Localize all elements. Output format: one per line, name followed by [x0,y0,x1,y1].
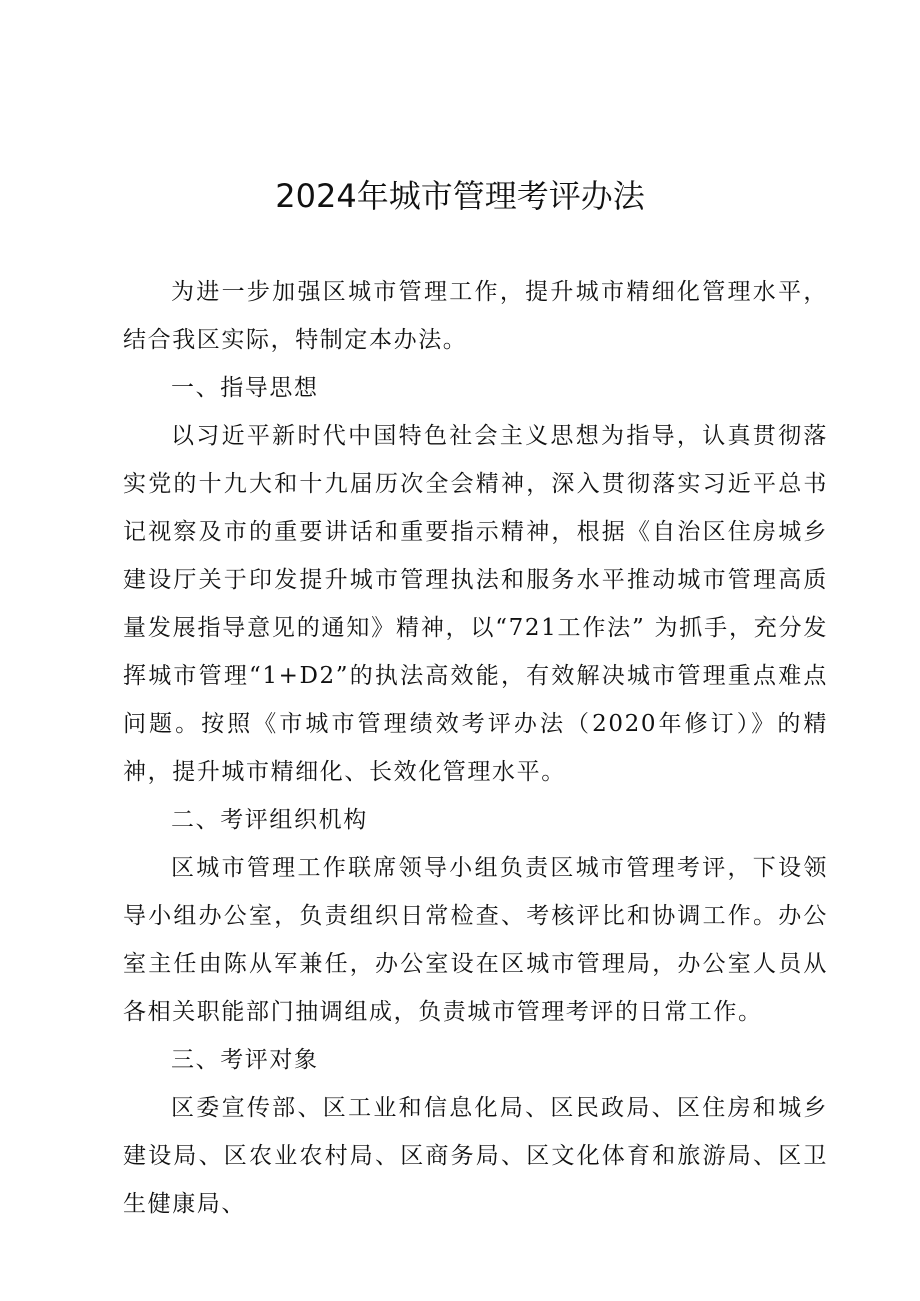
document-body [123,268,828,1228]
document-title: 2024年城市管理考评办法 [275,177,645,215]
section-heading-guiding-ideology: 一、指导思想 [171,375,319,401]
section-paragraph-evaluation-targets: 区委宣传部、区工业和信息化局、区民政局、区住房和城乡建设局、区农业农村局、区商务局、区文化体育和旅游局、区卫生健康局、 [123,1095,828,1217]
section-heading-evaluation-targets: 三、考评对象 [171,1047,319,1073]
section-paragraph-organization: 区城市管理工作联席领导小组负责区城市管理考评，下设领导小组办公室，负责组织日常检查、考核评比和协调工作。办公室主任由陈从军兼任，办公室设在区城市管理局，办公室人员从各相关职能部门抽调组成，负责城市管理考评的日常工作。 [123,855,828,1025]
section-heading-organization: 二、考评组织机构 [171,807,368,833]
section-paragraph-guiding-ideology: 以习近平新时代中国特色社会主义思想为指导，认真贯彻落实党的十九大和十九届历次全会精神，深入贯彻落实习近平总书记视察及市的重要讲话和重要指示精神，根据《自治区住房城乡建设厅关于印发提升城市管理执法和服务水平推动城市管理高质量发展指导意见的通知》精神，以“721工作法” 为抓手，充分发挥城市管理“1+D2”的执法高效能，有效解决城市管理重点难点问题。按照《市城市管理绩效考评办法（2020年修订）》的精神，提升城市精细化、长效化管理水平。 [123,423,828,785]
intro-paragraph: 为进一步加强区城市管理工作，提升城市精细化管理水平，结合我区实际，特制定本办法。 [123,279,828,353]
